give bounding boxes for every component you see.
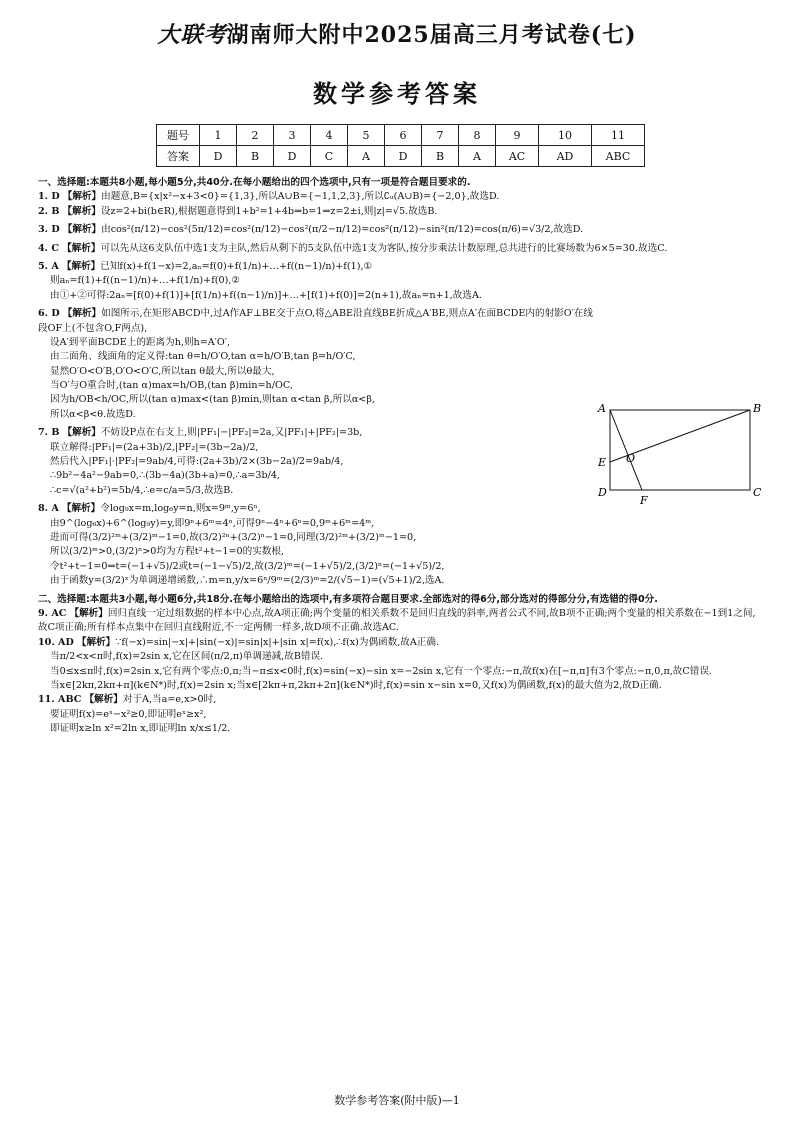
label-o: O [626,452,636,465]
answer-cell: A [459,146,496,167]
q11-solution: 11. ABC 【解析】对于A,当a=e,x>0时, 要证明f(x)=eˣ−x²≥0,即证明eˣ≥x², 即证明x≥ln x²=2ln x,即证明ln x/x≤1/2. [38,694,231,735]
answer-cell: AC [496,146,539,167]
answer-cell: B [422,146,459,167]
page-header [0,18,794,49]
number-cell: 6 [385,125,422,146]
segment-af [610,410,642,490]
q7-solution: 7. B 【解析】不妨设P点在右支上,则|PF₁|−|PF₂|=2a,又|PF₁|+|PF₂|=3b, 联立解得:|PF₁|=(2a+3b)/2,|PF₂|=(3b−2a)/2, 然后代入|PF₁|·|PF₂|=9ab/4,可得:(2a+3b)/2×(3b−2a)/2=9ab/4, ∴9b²−4a²−9ab=0,∴(3b−4a)(3b+a)=0,∴a=3b/4, ∴c=√(a²+b²)=5b/4,∴e=c/a=5/3,故选B. [38,427,363,496]
rectangle-abcd [610,410,750,490]
number-cell: 7 [422,125,459,146]
label-c: C [753,486,762,499]
answer-cell: C [311,146,348,167]
answer-cell: D [200,146,237,167]
brand-logo: 大联考 [157,22,227,48]
q6-solution: 6. D 【解析】如图所示,在矩形ABCD中,过A作AF⊥BE交于点O,将△ABE沿直线BE折成△A′BE,则点A′在面BCDE内的射影O′在线段OF上(不包含O,F两点), 设A′到平面BCDE上的距离为h,则h=A′O′, 由二面角、线面角的定义得:tan θ=h/O′O,tan α=h/O′B,tan β=h/O′C, 显然O′O<O′B,O′O<O′C,所以tan θ最大,所以θ最大, 当O′与O重合时,(tan α)max=h/OB,(tan β)min=h/OC, 因为h/OB<h/OC,所以(tan α)max<(tan β)min,则tan α<tan β,所以α<β, 所以α<β<θ.故选D. [38,308,593,420]
number-cell: 2 [237,125,274,146]
exam-title: 湖南师大附中2025届高三月考试卷(七) [226,22,637,48]
section-2-title: 二、选择题:本题共3小题,每小题6分,共18分.在每小题给出的选项中,有多项符合题目要求.全部选对的得6分,部分选对的得部分分,有选错的得0分. [38,593,658,605]
answer-table-number-row [157,125,645,146]
rectangle-geometry-figure [592,398,772,518]
label-a: A [598,402,606,415]
number-cell: 5 [348,125,385,146]
answer-table-answer-row [157,146,645,167]
answer-cell: D [274,146,311,167]
answer-cell: AD [539,146,592,167]
q1-solution: 1. D 【解析】由题意,B={x|x²−x+3<0}={1,3},所以A∪B={−1,1,2,3},所以∁ᵤ(A∪B)={−2,0},故选D. [38,191,500,203]
number-cell: 9 [496,125,539,146]
answer-cell: D [385,146,422,167]
page-footer: 数学参考答案(附中版)—1 [334,1094,460,1107]
q5-solution: 5. A 【解析】已知f(x)+f(1−x)=2,aₙ=f(0)+f(1/n)+…+f((n−1)/n)+f(1),① 则aₙ=f(1)+f((n−1)/n)+…+f(1/n)+f(0),② 由①+②可得:2aₙ=[f(0)+f(1)]+[f(1/n)+f((n−1)/n)]+…+[f(1)+f(0)]=2(n+1),故aₙ=n+1,故选A. [38,260,482,301]
row-label-number: 题号 [157,125,200,146]
q8-solution: 8. A 【解析】令log₉x=m,log₆y=n,则x=9ᵐ,y=6ⁿ, 由9^(log₆x)+6^(log₉y)=y,即9ⁿ+6ᵐ=4ⁿ,可得9ⁿ−4ⁿ+6ⁿ=0,9ᵐ+6ᵐ=4ᵐ, 进而可得(3/2)²ᵐ+(3/2)ᵐ−1=0,故(3/2)²ⁿ+(3/2)ⁿ−1=0,同理(3/2)²ᵐ+(3/2)ᵐ−1=0, 所以(3/2)ᵐ>0,(3/2)ⁿ>0均为方程t²+t−1=0的实数根, 令t²+t−1=0⇒t=(−1+√5)/2或t=(−1−√5)/2,故(3/2)ᵐ=(−1+√5)/2,(3/2)ⁿ=(−1+√5)/2, 由于函数y=(3/2)ˣ为单调递增函数,∴m=n,y/x=6ⁿ/9ᵐ=(2/3)ᵐ=2/(√5−1)=(√5+1)/2,选A. [38,503,445,587]
label-d: D [598,486,607,499]
row-label-answer: 答案 [157,146,200,167]
q9-solution: 9. AC 【解析】回归直线一定过组数据的样本中心点,故A项正确;两个变量的相关系数不是回归直线的斜率,两者公式不同,故B项不正确;两个变量的相关系数在−1到1之间,故C项正确;所有样本点集中在回归直线附近,不一定两侧一样多,故D项不正确.故选AC. [38,607,756,634]
q10-solution: 10. AD 【解析】∵f(−x)=sin|−x|+|sin(−x)|=sin|x|+|sin x|=f(x),∴f(x)为偶函数,故A正确. 当π/2<x<π时,f(x)=2sin x,它在区间(π/2,π)单调递减,故B错误. 当0≤x≤π时,f(x)=2sin x,它有两个零点:0,π;当−π≤x<0时,f(x)=sin(−x)−sin x=−2sin x,它有一个零点:−π,故f(x)在[−π,π]有3个零点:−π,0,π,故C错误. 当x∈[2kπ,2kπ+π](k∈N*)时,f(x)=2sin x;当x∈[2kπ+π,2kπ+2π](k∈N*)时,f(x)=sin x−sin x=0,又f(x)为偶函数,f(x)的最大值为2,故D正确. [38,636,712,691]
answer-cell: A [348,146,385,167]
page-subtitle: 数学参考答案 [313,79,481,108]
q2-solution: 2. B 【解析】设z=2+bi(b∈R),根据题意得到1+b²=1+4b⇒b=1⇒z=2±i,则|z|=√5.故选B. [38,205,438,217]
label-e: E [598,456,607,469]
number-cell: 8 [459,125,496,146]
section-1-title: 一、选择题:本题共8小题,每小题5分,共40分.在每小题给出的四个选项中,只有一项是符合题目要求的. [38,177,471,188]
number-cell: 10 [539,125,592,146]
label-f: F [640,494,648,507]
answer-cell: ABC [592,146,645,167]
number-cell: 11 [592,125,645,146]
answer-table [156,124,645,167]
q4-solution: 4. C 【解析】可以先从这6支队伍中选1支为主队,然后从剩下的5支队伍中选1支为客队,按分步乘法计数原理,总共进行的比赛场数为6×5=30.故选C. [38,242,668,254]
answer-cell: B [237,146,274,167]
label-b: B [753,402,762,415]
number-cell: 4 [311,125,348,146]
number-cell: 3 [274,125,311,146]
number-cell: 1 [200,125,237,146]
q3-solution: 3. D 【解析】由cos²(π/12)−cos²(5π/12)=cos²(π/12)−cos²(π/2−π/12)=cos²(π/12)−sin²(π/12)=cos(π/6)=√3/2,故选D. [38,224,584,236]
